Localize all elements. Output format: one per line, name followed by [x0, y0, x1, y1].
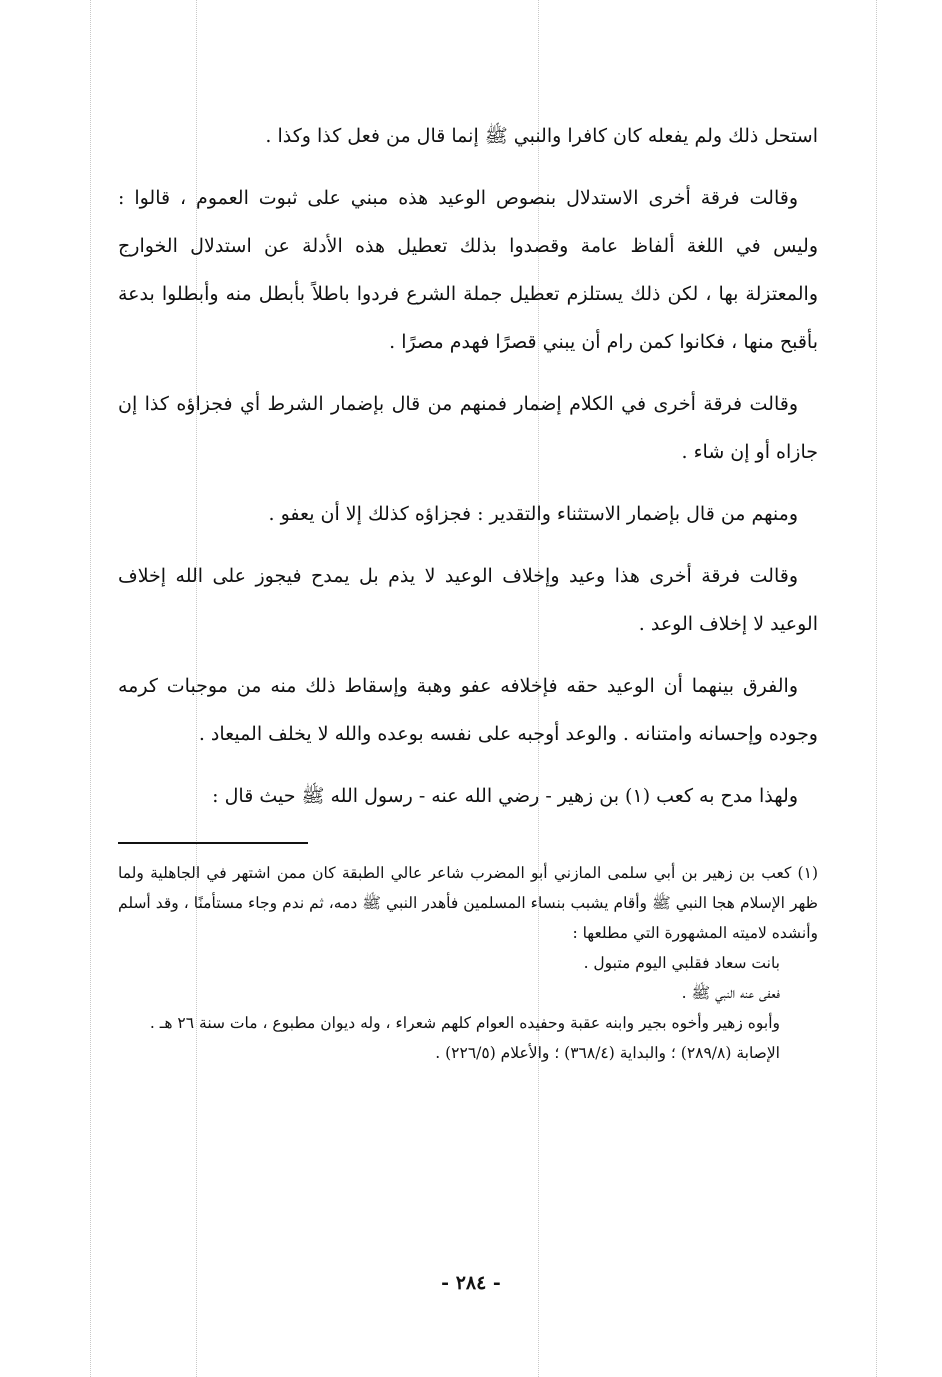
- footnote-line: الإصابة (٢٨٩/٨) ؛ والبداية (٣٦٨/٤) ؛ والأعلام (٢٢٦/٥) .: [435, 1044, 780, 1062]
- footnote-separator: [118, 842, 308, 844]
- paragraph-6: والفرق بينهما أن الوعيد حقه فإخلافه عفو وهبة وإسقاط ذلك منه من موجبات كرمه وجوده وإحسانه وامتنانه . والوعد أوجبه على نفسه بوعده والله لا يخلف الميعاد .: [118, 675, 818, 745]
- paragraph-2: وقالت فرقة أخرى الاستدلال بنصوص الوعيد هذه مبني على ثبوت العموم ، قالوا : وليس في اللغة ألفاظ عامة وقصدوا بذلك تعطيل هذه الأدلة عن استدلال الخوارج والمعتزلة بها ، لكن ذلك يستلزم تعطيل جملة الشرع فردوا باطلاً بأبطل منه وأبطلوا بدعة بأقبح منها ، فكانوا كمن رام أن يبني قصرًا فهدم مصرًا .: [118, 187, 818, 353]
- footnote-line: (١) كعب بن زهير بن أبي سلمى المازني أبو المضرب شاعر عالي الطبقة كان ممن اشتهر في الجاهلية ولما ظهر الإسلام هجا النبي ﷺ وأقام يشبب بنساء المسلمين فأهدر النبي ﷺ دمه، ثم ندم وجاء مستأمنًا ، وقد أسلم وأنشده لاميته المشهورة التي مطلعها :: [118, 864, 818, 942]
- paragraph-3: وقالت فرقة أخرى في الكلام إضمار فمنهم من قال بإضمار الشرط أي فجزاؤه كذا إن جازاه أو إن شاء .: [118, 393, 818, 463]
- scan-guide-line: [90, 0, 91, 1377]
- footnote-line: بانت سعاد فقلبي اليوم متبول .: [583, 954, 780, 972]
- paragraph-7: ولهذا مدح به كعب (١) بن زهير - رضي الله عنه - رسول الله ﷺ حيث قال :: [212, 785, 798, 807]
- paragraph-1: استحل ذلك ولم يفعله كان كافرا والنبي ﷺ إنما قال من فعل كذا وكذا .: [265, 125, 818, 147]
- footnote-line: فعفى عنه النبي ﷺ .: [681, 984, 780, 1002]
- scan-guide-line: [876, 0, 877, 1377]
- page-body: [118, 112, 818, 1068]
- footnote: [118, 858, 818, 1068]
- page-number: - ٢٨٤ -: [441, 1272, 501, 1294]
- paragraph-5: وقالت فرقة أخرى هذا وعيد وإخلاف الوعيد لا يذم بل يمدح فيجوز على الله إخلاف الوعيد لا إخلاف الوعد .: [118, 565, 818, 635]
- paragraph-4: ومنهم من قال بإضمار الاستثناء والتقدير : فجزاؤه كذلك إلا أن يعفو .: [268, 503, 798, 525]
- footnote-line: وأبوه زهير وأخوه بجير وابنه عقبة وحفيده العوام كلهم شعراء ، وله ديوان مطبوع ، مات سنة ٢٦ هـ .: [149, 1014, 780, 1032]
